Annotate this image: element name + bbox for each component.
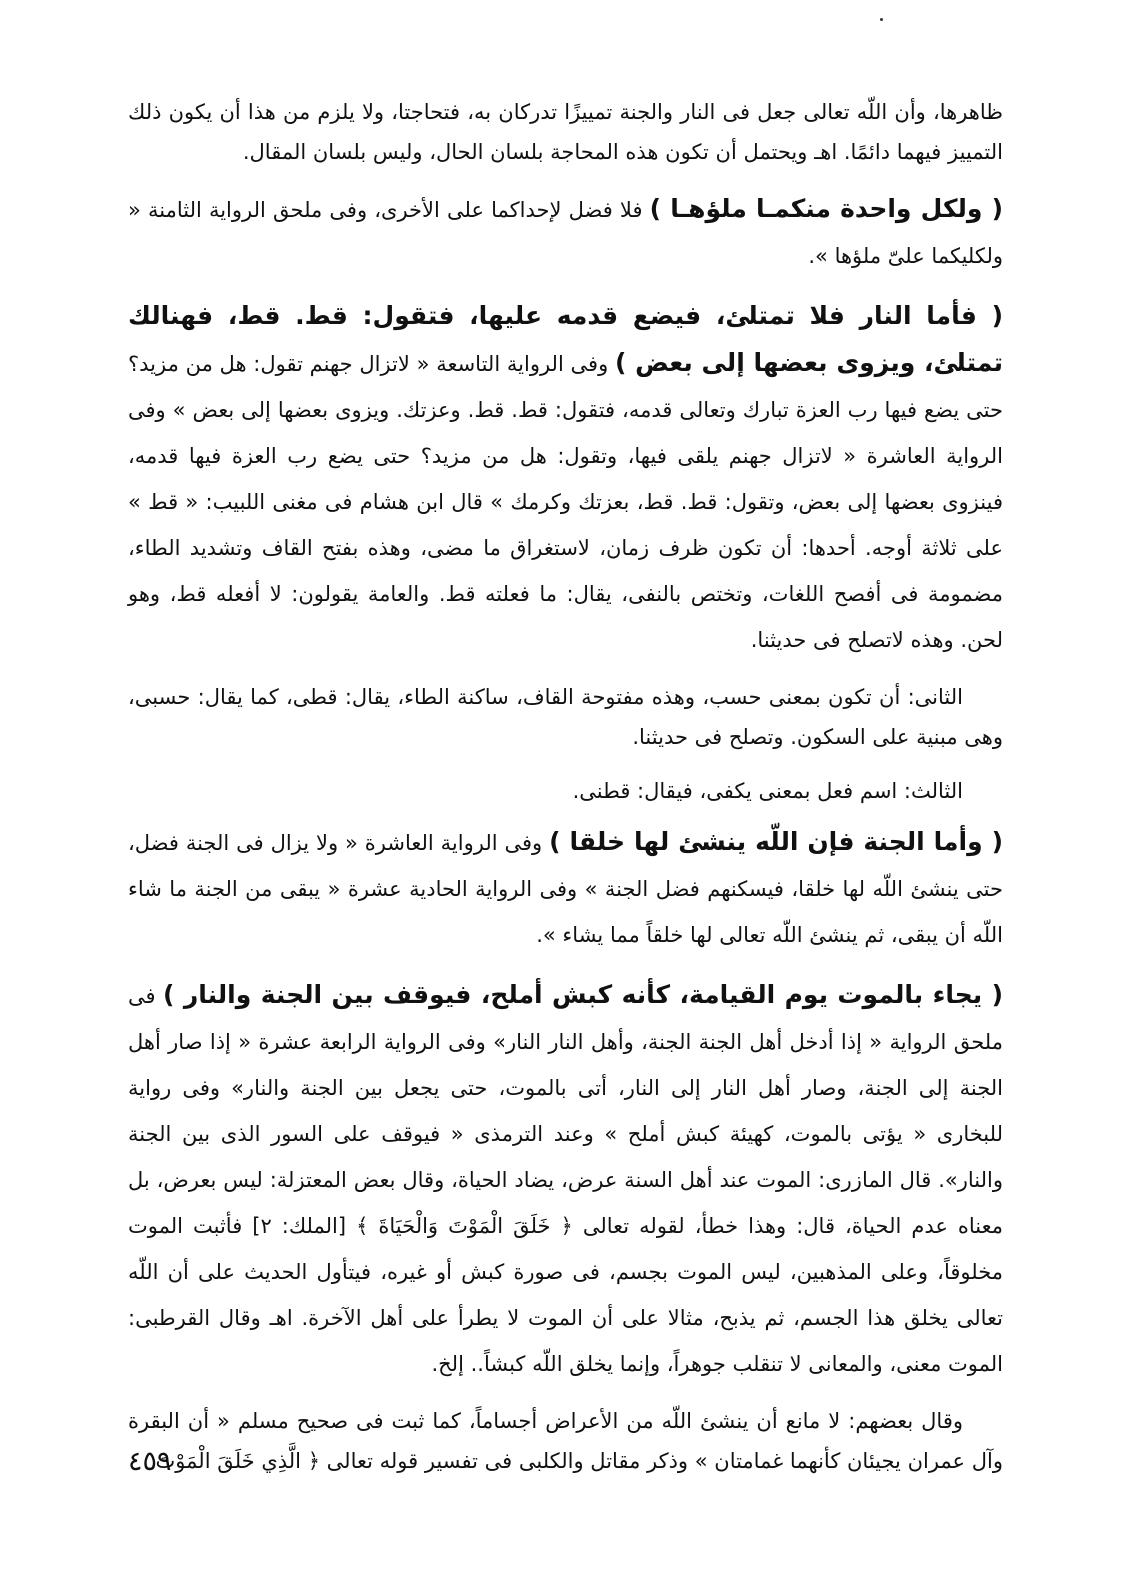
scan-speck xyxy=(880,18,883,21)
paragraph-text: الثانى: أن تكون بمعنى حسب، وهذه مفتوحة القاف، ساكنة الطاء، يقال: قطى، كما يقال: حسبى، وهى مبنية على السكون. وتصلح فى حديثنا. xyxy=(128,685,1003,749)
paragraph-text: وفى الرواية العاشرة « ولا يزال فى الجنة فضل، حتى ينشئ اللّه لها خلقا، فيسكنهم فضل الجنة » وفى الرواية الحادية عشرة « يبقى من الجنة ما شاء اللّه أن يبقى، ثم ينشئ اللّه تعالى لها خلقاً مما يشاء ». xyxy=(128,831,1003,947)
page-body xyxy=(128,92,1003,1495)
paragraph-text: وقال بعضهم: لا مانع أن ينشئ اللّه من الأعراض أجساماً، كما ثبت فى صحيح مسلم « أن البقرة وآل عمران يجيئان كأنهما غمامتان » وذكر مقاتل والكلبى فى تفسير قوله تعالى ﴿ الَّذِي خَلَقَ الْمَوْتَ xyxy=(128,1409,1003,1473)
paragraph-text: فلا فضل لإحداكما على الأخرى، وفى ملحق الرواية الثامنة « ولكليكما علىّ ملؤها ». xyxy=(128,198,1003,268)
paragraph-2 xyxy=(128,186,1003,279)
paragraph-text: وفى الرواية التاسعة « لاتزال جهنم تقول: هل من مزيد؟ حتى يضع فيها رب العزة تبارك وتعالى قدمه، فتقول: قط. قط. وعزتك. ويزوى بعضها إلى بعض » وفى الرواية العاشرة « لاتزال جهنم يلقى فيها، وتقول: هل من مزيد؟ حتى يضع رب العزة فيها قدمه، فينزوى بعضها إلى بعض، وتقول: قط. قط، بعزتك وكرمك » قال ابن هشام فى مغنى اللبيب: « قط » على ثلاثة أوجه. أحدها: أن تكون ظرف زمان، لاستغراق ما مضى، وهذه بفتح القاف وتشديد الطاء، مضمومة فى أفصح اللغات، وتختص بالنفى، يقال: ما فعلته قط. والعامة يقولون: لا أفعله قط، وهو لحن. وهذه لاتصلح فى حديثنا. xyxy=(128,352,1003,652)
paragraph-4 xyxy=(128,677,1003,757)
heading-quote: ( ولكل واحدة منكمـا ملؤهـا ) xyxy=(649,194,1004,223)
paragraph-5 xyxy=(128,771,1003,811)
page-number: ٤٥٩ xyxy=(128,1446,172,1477)
paragraph-text: فى ملحق الرواية « إذا أدخل أهل الجنة الجنة، وأهل النار النار» وفى الرواية الرابعة عشرة « إذا صار أهل الجنة إلى الجنة، وصار أهل النار إلى النار، أتى بالموت، حتى يجعل بين الجنة والنار» وفى رواية للبخارى « يؤتى بالموت، كهيئة كبش أملح » وعند الترمذى « فيوقف على السور الذى بين الجنة والنار». قال المازرى: الموت عند أهل السنة عرض، يضاد الحياة، وقال بعض المعتزلة: ليس بعرض، بل معناه عدم الحياة، قال: وهذا خطأ، لقوله تعالى ﴿ خَلَقَ الْمَوْتَ وَالْحَيَاةَ ﴾ [الملك: ٢] فأثبت الموت مخلوقاً، وعلى المذهبين، ليس الموت بجسم، فى صورة كبش أو غيره، فيتأول الحديث على أن اللّه تعالى يخلق هذا الجسم، ثم يذبح، مثالا على أن الموت لا يطرأ على أهل الآخرة. اهـ وقال القرطبى: الموت معنى، والمعانى لا تنقلب جوهراً، وإنما يخلق اللّه كبشاً.. إلخ. xyxy=(128,984,1004,1376)
paragraph-6 xyxy=(128,819,1003,958)
paragraph-text: ظاهرها، وأن اللّه تعالى جعل فى النار والجنة تمييزًا تدركان به، فتحاجتا، ولا يلزم من هذا أن يكون ذلك التمييز فيهما دائمًا. اهـ ويحتمل أن تكون هذه المحاجة بلسان الحال، وليس بلسان المقال. xyxy=(128,100,1003,164)
heading-quote: ( يجاء بالموت يوم القيامة، كأنه كبش أملح، فيوقف بين الجنة والنار ) xyxy=(162,980,1003,1009)
paragraph-7 xyxy=(128,972,1003,1387)
paragraph-3 xyxy=(128,293,1003,663)
paragraph-1 xyxy=(128,92,1003,172)
heading-quote: ( وأما الجنة فإن اللّه ينشئ لها خلقا ) xyxy=(549,827,1003,856)
paragraph-8 xyxy=(128,1401,1003,1481)
paragraph-text: الثالث: اسم فعل بمعنى يكفى، فيقال: قطنى. xyxy=(572,779,963,803)
heading-quote: ( فأما النار فلا تمتلئ، فيضع قدمه عليها، فتقول: قط. قط، فهنالك تمتلئ، ويزوى بعضها إلى بعض ) xyxy=(128,301,1003,377)
